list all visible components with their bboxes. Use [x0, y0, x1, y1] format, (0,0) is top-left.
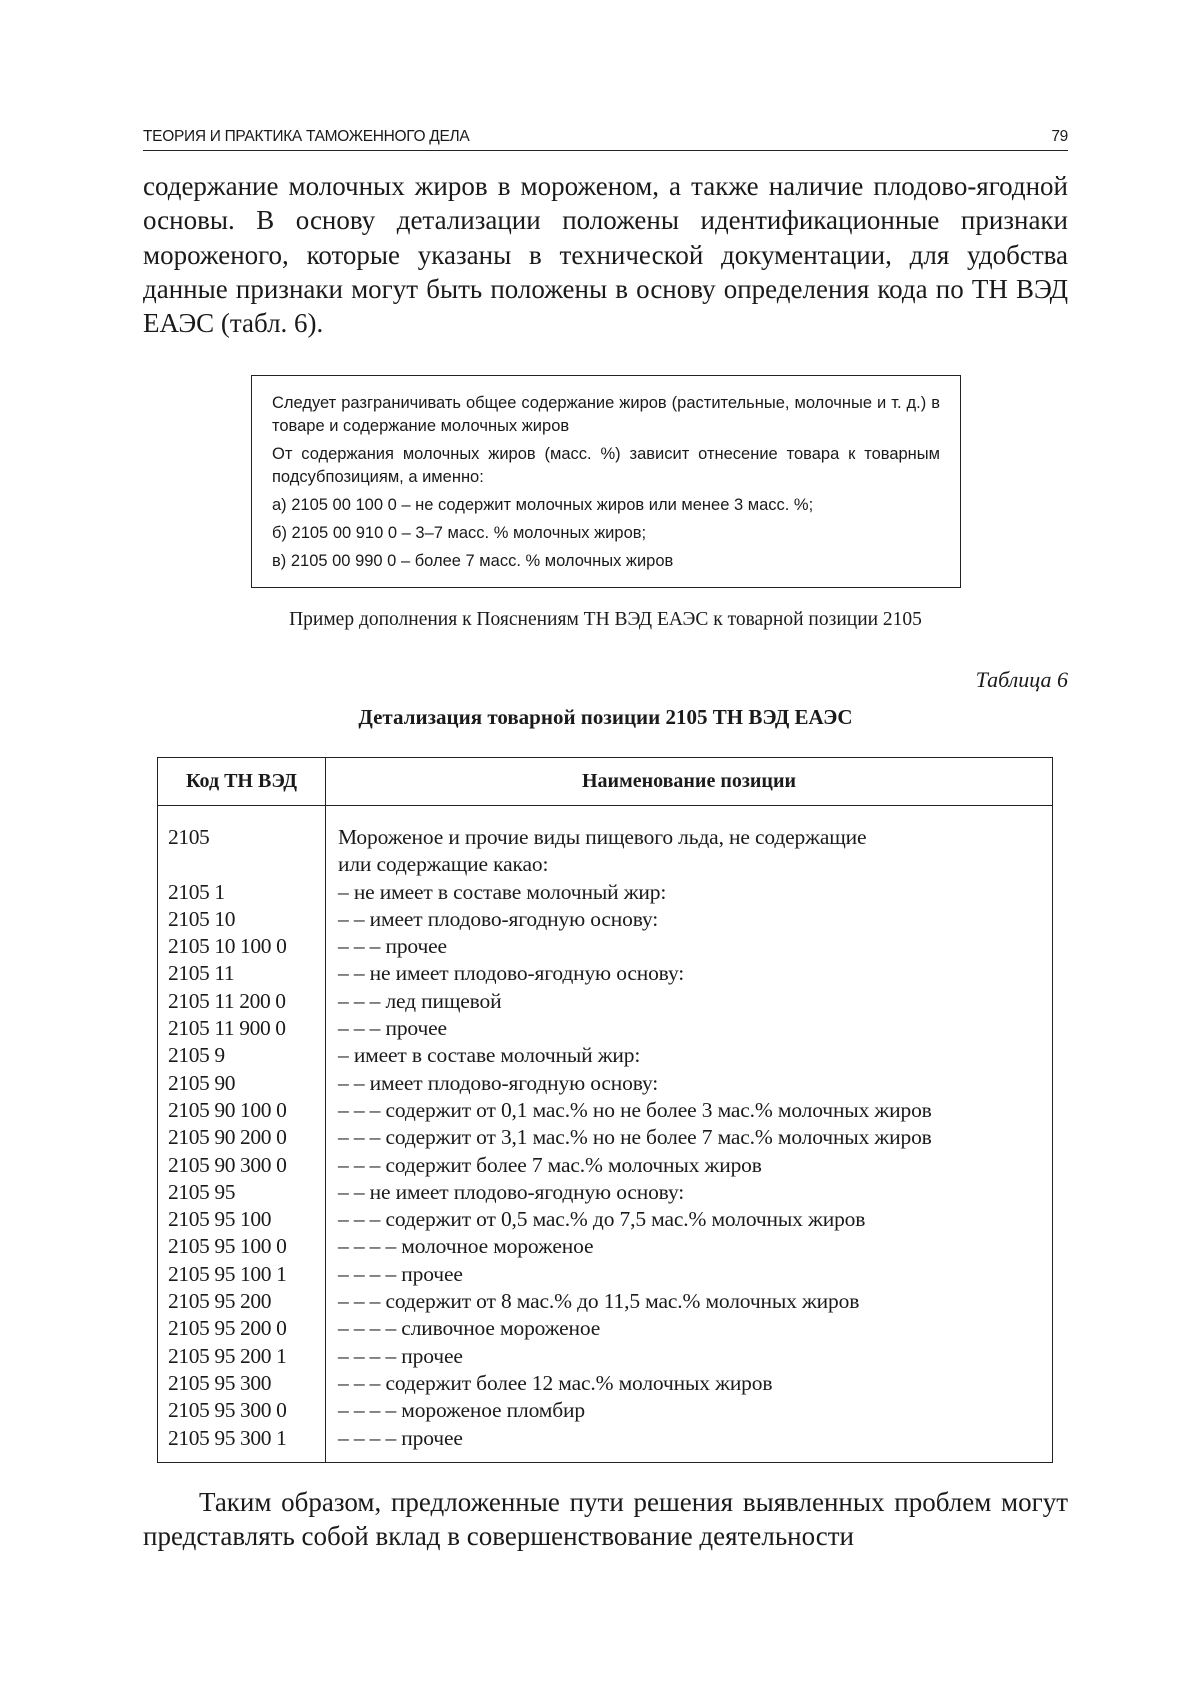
note-item-b: б) 2105 00 910 0 – 3–7 масс. % молочных жиров; [272, 524, 647, 542]
name-cell: – – имеет плодово-ягодную основу: [338, 1070, 659, 1095]
code-cell: 2105 95 100 1 [168, 1261, 287, 1286]
name-cell: или содержащие какао: [338, 852, 549, 877]
name-cell: – – – прочее [338, 1016, 447, 1041]
code-cell: 2105 11 [168, 961, 235, 986]
header-name: Наименование позиции [582, 770, 796, 792]
name-cell: – – – – мороженое пломбир [338, 1398, 585, 1423]
code-cell: 2105 10 100 0 [168, 934, 287, 959]
name-cell: – – – – прочее [338, 1261, 463, 1286]
name-cell: – – – содержит от 0,5 мас.% до 7,5 мас.% молочных жиров [338, 1207, 866, 1232]
note-item-c: в) 2105 00 990 0 – более 7 масс. % молочных жиров [272, 552, 674, 570]
name-cell: – – – – сливочное мороженое [338, 1316, 601, 1341]
code-cell: 2105 95 200 0 [168, 1316, 287, 1341]
note-text-1: Следует разграничивать общее содержание жиров (растительные, молочные и т. д.) в товаре и содержание молочных жиров [272, 394, 940, 435]
note-item-a: а) 2105 00 100 0 – не содержит молочных жиров или менее 3 масс. %; [272, 496, 814, 514]
table-title: Детализация товарной позиции 2105 ТН ВЭД ЕАЭС [358, 705, 853, 729]
code-cell: 2105 1 [168, 879, 225, 904]
note-box [251, 375, 961, 588]
code-cell: 2105 95 300 0 [168, 1398, 287, 1423]
name-cell: – имеет в составе молочный жир: [338, 1043, 641, 1068]
name-cell: – – имеет плодово-ягодную основу: [338, 906, 659, 931]
code-cell: 2105 95 [168, 1179, 236, 1204]
code-cell: 2105 90 300 0 [168, 1152, 287, 1177]
name-cell: – – не имеет плодово-ягодную основу: [338, 1179, 685, 1204]
name-cell: – – – содержит более 7 мас.% молочных жиров [338, 1152, 762, 1177]
name-cell: – – – содержит от 3,1 мас.% но не более 7 мас.% молочных жиров [338, 1125, 932, 1150]
name-cell: – – – содержит от 8 мас.% до 11,5 мас.% молочных жиров [338, 1289, 860, 1314]
name-cell: – – – прочее [338, 934, 447, 959]
code-cell: 2105 9 [168, 1043, 225, 1068]
code-cell: 2105 11 900 0 [168, 1016, 286, 1041]
code-cell: 2105 95 300 1 [168, 1425, 287, 1450]
outro-paragraph: Таким образом, предложенные пути решения выявленных проблем могут представлять собой вклад в совершенствование деятельности [143, 1487, 1068, 1552]
intro-paragraph: содержание молочных жиров в мороженом, а также наличие плодово-ягодной основы. В основу детализации положены идентификационные признаки мороженого, которые указаны в технической документации, для удобства данные признаки могут быть положены в основу определения кода по ТН ВЭД ЕАЭС (табл. 6). [143, 171, 1068, 339]
code-cell: 2105 95 100 [168, 1207, 272, 1232]
name-column [326, 806, 1052, 1463]
code-column [158, 806, 326, 1463]
hs-code-table [157, 757, 1053, 1463]
name-cell: – – – лед пищевой [338, 988, 502, 1013]
name-cell: – – – содержит более 12 мас.% молочных жиров [338, 1370, 773, 1395]
code-cell: 2105 11 200 0 [168, 988, 286, 1013]
code-cell [158, 851, 325, 878]
header-code: Код ТН ВЭД [158, 758, 326, 805]
running-header-title: ТЕОРИЯ И ПРАКТИКА ТАМОЖЕННОГО ДЕЛА [143, 128, 470, 145]
running-header [143, 128, 1068, 151]
code-cell: 2105 90 200 0 [168, 1125, 287, 1150]
name-cell: Мороженое и прочие виды пищевого льда, не содержащие [338, 825, 867, 849]
name-cell: – не имеет в составе молочный жир: [338, 879, 667, 904]
table-number: Таблица 6 [975, 667, 1068, 692]
table-header-row [158, 758, 1052, 806]
name-cell: – – – – прочее [338, 1343, 463, 1368]
code-cell: 2105 10 [168, 906, 236, 931]
code-cell: 2105 [168, 825, 210, 849]
code-cell: 2105 95 300 [168, 1370, 272, 1395]
code-cell: 2105 90 100 0 [168, 1097, 287, 1122]
note-caption: Пример дополнения к Пояснениям ТН ВЭД ЕАЭС к товарной позиции 2105 [289, 609, 922, 630]
code-cell: 2105 95 100 0 [168, 1234, 287, 1259]
code-cell: 2105 90 [168, 1070, 236, 1095]
name-cell: – – – – молочное мороженое [338, 1234, 594, 1259]
name-cell: – – не имеет плодово-ягодную основу: [338, 961, 685, 986]
code-cell: 2105 95 200 [168, 1289, 272, 1314]
page-number: 79 [1051, 128, 1068, 145]
table-body [158, 806, 1052, 1463]
note-text-2: От содержания молочных жиров (масс. %) зависит отнесение товара к товарным подсубпозициям, а именно: [272, 445, 940, 486]
name-cell: – – – содержит от 0,1 мас.% но не более 3 мас.% молочных жиров [338, 1097, 932, 1122]
code-cell: 2105 95 200 1 [168, 1343, 287, 1368]
name-cell: – – – – прочее [338, 1425, 463, 1450]
